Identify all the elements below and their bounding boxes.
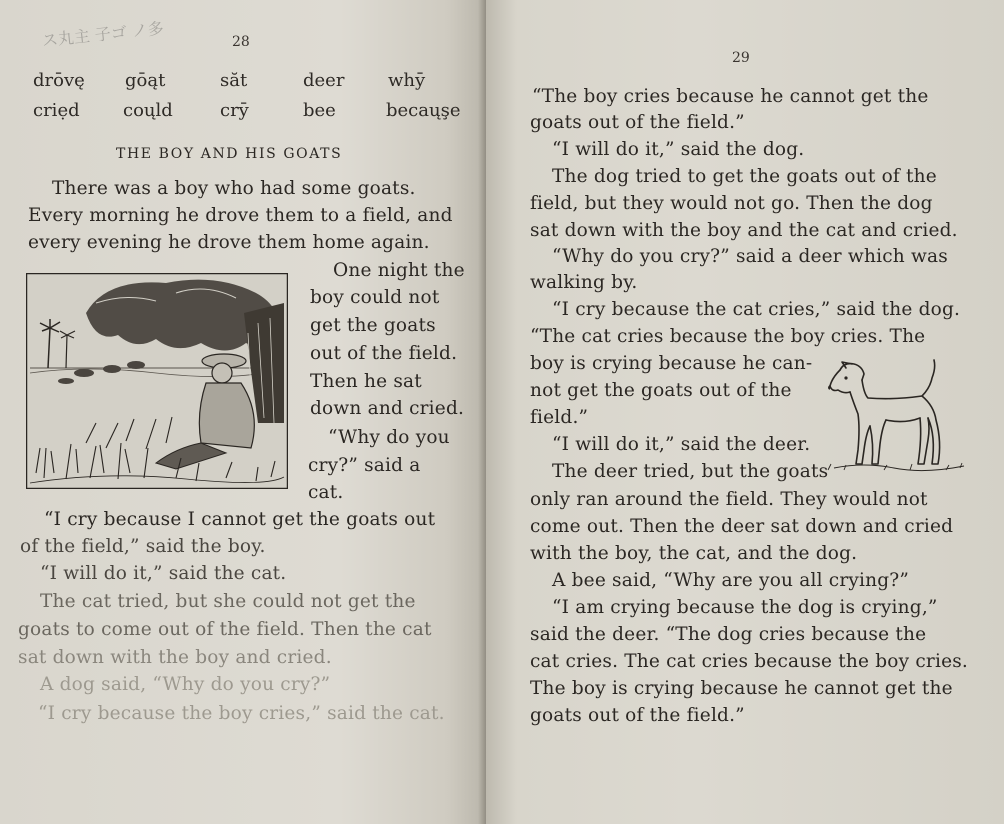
text-line: The cat tried, but she could not get the [40,591,416,612]
word-list-item: coųld [123,100,173,121]
text-line: The deer tried, but the goats [552,461,829,482]
text-line: out of the field. [310,343,458,364]
text-line: Then he sat [310,371,422,392]
text-line: come out. Then the deer sat down and cried [530,516,954,537]
text-line: “Why do you [328,427,450,448]
word-list-item: gōąt [125,70,166,91]
text-line: Every morning he drove them to a field, and [28,205,453,226]
left-page [0,0,486,824]
text-line: cat. [308,482,344,503]
text-line: “I will do it,” said the deer. [552,434,811,455]
text-line: A bee said, “Why are you all crying?” [552,570,910,591]
page-number: 29 [732,50,750,66]
word-list-item: criẹd [33,100,80,121]
pencil-marks: ス丸主 子ゴ ノ多 [41,18,165,51]
text-line: goats out of the field.” [530,705,745,726]
text-line: of the field,” said the boy. [20,536,266,557]
text-line: get the goats [310,315,436,336]
word-list-item: drōvę [33,70,85,91]
text-line: field.” [530,407,589,428]
text-line: One night the [333,260,465,281]
text-line: down and cried. [310,398,465,419]
text-line: with the boy, the cat, and the dog. [530,543,858,564]
word-list-item: crȳ [220,100,249,121]
text-line: cat cries. The cat cries because the boy cries. [530,651,969,672]
text-line: “Why do you cry?” said a deer which was [552,246,948,267]
text-line: There was a boy who had some goats. [52,178,416,199]
text-line: A dog said, “Why do you cry?” [40,674,331,695]
text-line: every evening he drove them home again. [28,232,430,253]
text-line: “The cat cries because the boy cries. The [530,326,926,347]
text-line: sat down with the boy and cried. [18,647,332,668]
story-title: THE BOY AND HIS GOATS [116,146,343,162]
text-line: sat down with the boy and the cat and cried. [530,220,958,241]
text-line: said the deer. “The dog cries because the [530,624,927,645]
right-page [486,0,1004,824]
text-line: not get the goats out of the [530,380,792,401]
text-line: goats out of the field.” [530,112,745,133]
page-number: 28 [232,34,250,50]
word-list-item: whȳ [388,70,426,91]
text-line: “I will do it,” said the cat. [40,563,287,584]
text-line: “I will do it,” said the dog. [552,139,805,160]
text-line: “The boy cries because he cannot get the [532,86,929,107]
text-line: boy could not [310,287,440,308]
text-line: field, but they would not go. Then the dog [530,193,933,214]
text-line: goats to come out of the field. Then the cat [18,619,432,640]
text-line: The boy is crying because he cannot get the [530,678,953,699]
boy-and-goats-illustration [26,273,288,489]
text-line: “I cry because I cannot get the goats out [44,509,436,530]
text-line: The dog tried to get the goats out of the [552,166,937,187]
word-list-item: bee [303,100,336,121]
word-list-item: becaųşe [386,100,461,121]
text-line: boy is crying because he can- [530,353,813,374]
text-line: walking by. [530,272,638,293]
word-list-item: deer [303,70,345,91]
text-line: only ran around the field. They would not [530,489,928,510]
text-line: “I am crying because the dog is crying,” [552,597,938,618]
dog-illustration [824,358,972,478]
text-line: “I cry because the boy cries,” said the cat. [38,703,445,724]
text-line: “I cry because the cat cries,” said the dog. [552,299,961,320]
word-list-item: săt [220,70,248,91]
text-line: cry?” said a [308,455,421,476]
